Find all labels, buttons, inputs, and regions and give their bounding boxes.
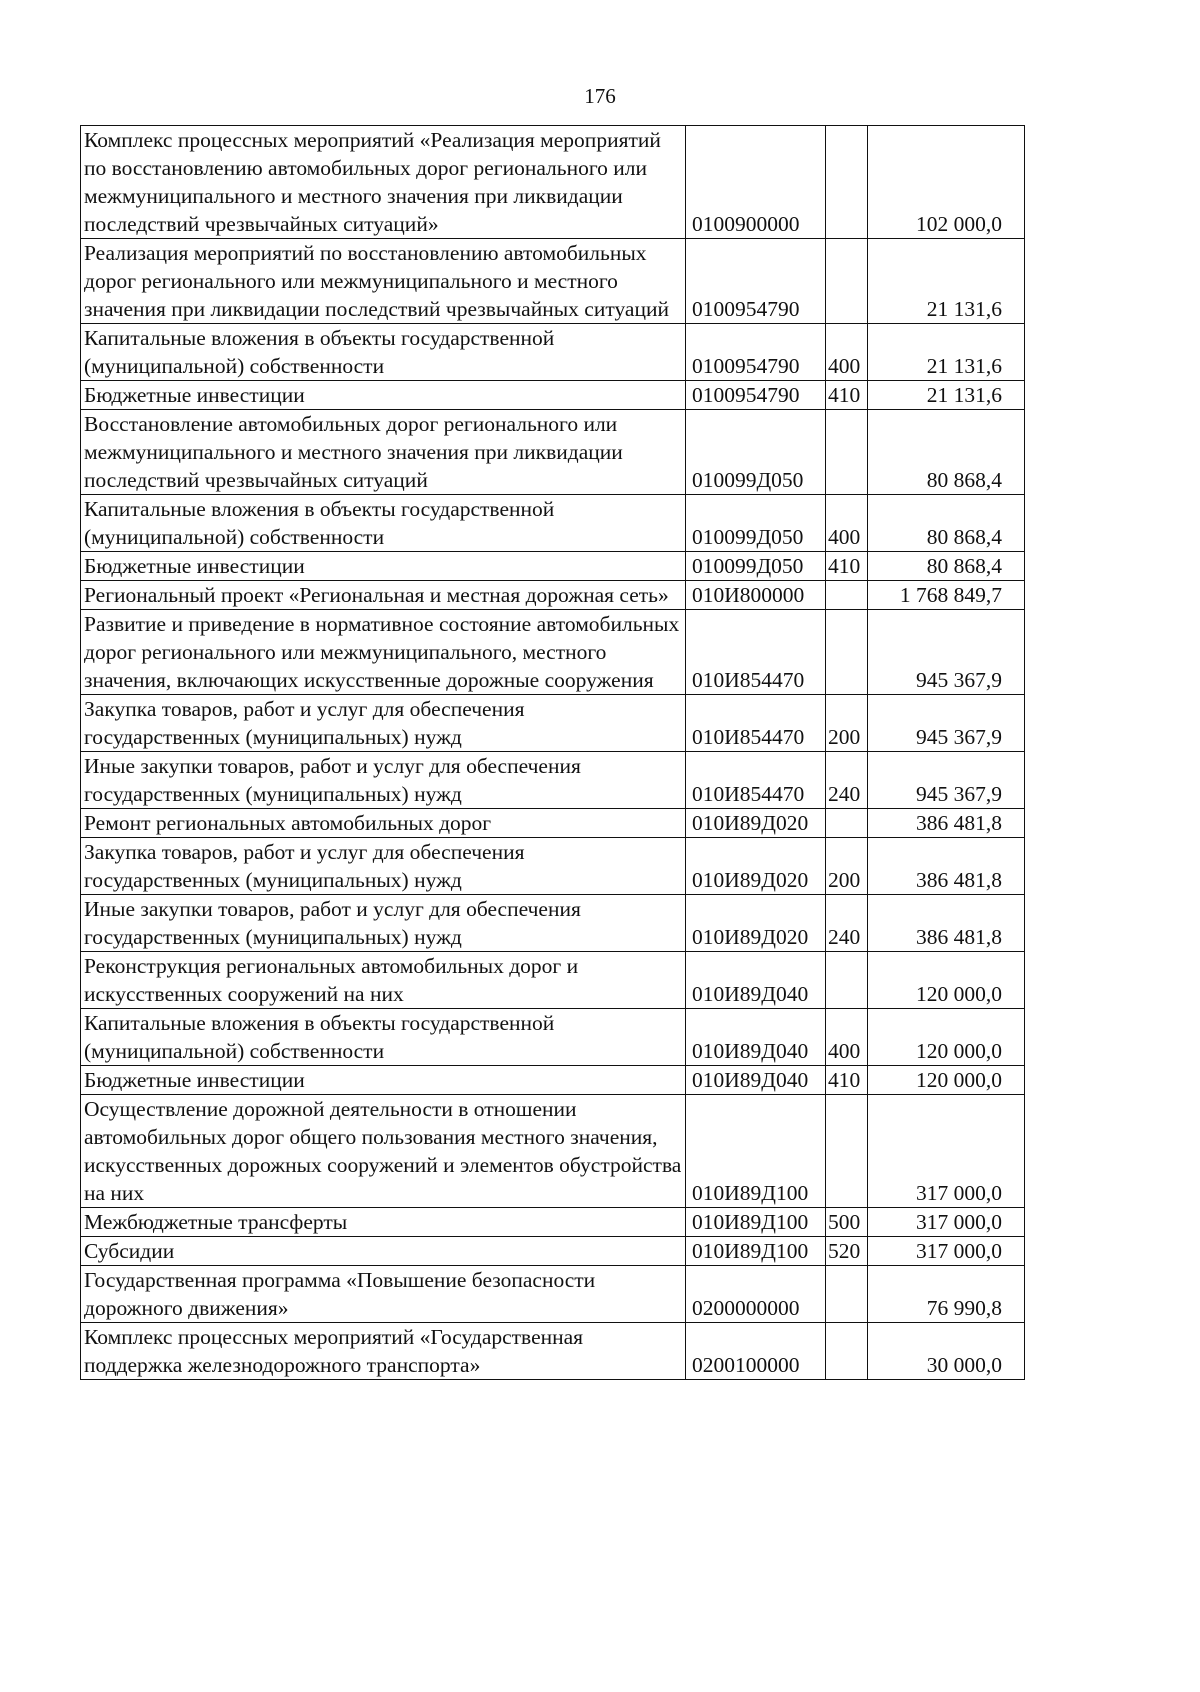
expense-type bbox=[826, 126, 868, 239]
expense-type: 410 bbox=[826, 552, 868, 581]
amount: 80 868,4 bbox=[868, 410, 1025, 495]
expense-type: 500 bbox=[826, 1208, 868, 1237]
amount: 317 000,0 bbox=[868, 1237, 1025, 1266]
table-row bbox=[81, 1237, 1025, 1266]
amount: 317 000,0 bbox=[868, 1095, 1025, 1208]
target-code: 0100900000 bbox=[686, 126, 826, 239]
target-code: 010И854470 bbox=[686, 752, 826, 809]
expense-type: 240 bbox=[826, 752, 868, 809]
item-name: Закупка товаров, работ и услуг для обеспечения государственных (муниципальных) нужд bbox=[81, 838, 686, 895]
amount: 80 868,4 bbox=[868, 552, 1025, 581]
table-row bbox=[81, 895, 1025, 952]
target-code: 010И800000 bbox=[686, 581, 826, 610]
amount: 120 000,0 bbox=[868, 1066, 1025, 1095]
target-code: 010И854470 bbox=[686, 695, 826, 752]
expense-type bbox=[826, 952, 868, 1009]
amount: 317 000,0 bbox=[868, 1208, 1025, 1237]
amount: 120 000,0 bbox=[868, 1009, 1025, 1066]
table-row bbox=[81, 752, 1025, 809]
target-code: 010И89Д040 bbox=[686, 952, 826, 1009]
amount: 386 481,8 bbox=[868, 838, 1025, 895]
amount: 76 990,8 bbox=[868, 1266, 1025, 1323]
target-code: 0200000000 bbox=[686, 1266, 826, 1323]
expense-type bbox=[826, 1095, 868, 1208]
amount: 945 367,9 bbox=[868, 610, 1025, 695]
target-code: 010099Д050 bbox=[686, 495, 826, 552]
expense-type bbox=[826, 410, 868, 495]
expense-type bbox=[826, 1266, 868, 1323]
expense-type: 240 bbox=[826, 895, 868, 952]
item-name: Региональный проект «Региональная и местная дорожная сеть» bbox=[81, 581, 686, 610]
amount: 945 367,9 bbox=[868, 695, 1025, 752]
item-name: Развитие и приведение в нормативное состояние автомобильных дорог регионального или межмуниципального, местного значения, включающих искусственные дорожные сооружения bbox=[81, 610, 686, 695]
table-row bbox=[81, 581, 1025, 610]
table-row bbox=[81, 381, 1025, 410]
page-number: 176 bbox=[584, 84, 616, 108]
table-row bbox=[81, 610, 1025, 695]
item-name: Субсидии bbox=[81, 1237, 686, 1266]
item-name: Межбюджетные трансферты bbox=[81, 1208, 686, 1237]
target-code: 010И89Д020 bbox=[686, 895, 826, 952]
amount: 945 367,9 bbox=[868, 752, 1025, 809]
target-code: 010И89Д040 bbox=[686, 1009, 826, 1066]
target-code: 010И89Д040 bbox=[686, 1066, 826, 1095]
item-name: Осуществление дорожной деятельности в отношении автомобильных дорог общего пользования местного значения, искусственных дорожных сооружений и элементов обустройства на них bbox=[81, 1095, 686, 1208]
target-code: 010099Д050 bbox=[686, 552, 826, 581]
item-name: Реализация мероприятий по восстановлению автомобильных дорог регионального или межмуниципального и местного значения при ликвидации последствий чрезвычайных ситуаций bbox=[81, 239, 686, 324]
item-name: Бюджетные инвестиции bbox=[81, 381, 686, 410]
item-name: Закупка товаров, работ и услуг для обеспечения государственных (муниципальных) нужд bbox=[81, 695, 686, 752]
target-code: 010И89Д020 bbox=[686, 809, 826, 838]
item-name: Реконструкция региональных автомобильных дорог и искусственных сооружений на них bbox=[81, 952, 686, 1009]
table-row bbox=[81, 552, 1025, 581]
table-row bbox=[81, 126, 1025, 239]
expense-type: 200 bbox=[826, 838, 868, 895]
table-row bbox=[81, 324, 1025, 381]
target-code: 010И89Д100 bbox=[686, 1208, 826, 1237]
table-row bbox=[81, 809, 1025, 838]
item-name: Иные закупки товаров, работ и услуг для обеспечения государственных (муниципальных) нужд bbox=[81, 895, 686, 952]
amount: 102 000,0 bbox=[868, 126, 1025, 239]
expense-type: 520 bbox=[826, 1237, 868, 1266]
table-row bbox=[81, 1208, 1025, 1237]
target-code: 0100954790 bbox=[686, 324, 826, 381]
expense-type: 400 bbox=[826, 324, 868, 381]
item-name: Капитальные вложения в объекты государственной (муниципальной) собственности bbox=[81, 495, 686, 552]
item-name: Капитальные вложения в объекты государственной (муниципальной) собственности bbox=[81, 1009, 686, 1066]
table-row bbox=[81, 495, 1025, 552]
item-name: Бюджетные инвестиции bbox=[81, 552, 686, 581]
target-code: 0100954790 bbox=[686, 381, 826, 410]
item-name: Комплекс процессных мероприятий «Государственная поддержка железнодорожного транспорта» bbox=[81, 1323, 686, 1380]
expense-type bbox=[826, 1323, 868, 1380]
item-name: Ремонт региональных автомобильных дорог bbox=[81, 809, 686, 838]
table-row bbox=[81, 1009, 1025, 1066]
amount: 30 000,0 bbox=[868, 1323, 1025, 1380]
table-row bbox=[81, 1066, 1025, 1095]
expense-type bbox=[826, 581, 868, 610]
table-row bbox=[81, 1095, 1025, 1208]
expense-type bbox=[826, 239, 868, 324]
expense-type: 410 bbox=[826, 381, 868, 410]
table-row bbox=[81, 1323, 1025, 1380]
budget-table bbox=[80, 125, 1025, 1380]
expense-type: 400 bbox=[826, 495, 868, 552]
table-row bbox=[81, 410, 1025, 495]
amount: 386 481,8 bbox=[868, 895, 1025, 952]
item-name: Государственная программа «Повышение безопасности дорожного движения» bbox=[81, 1266, 686, 1323]
expense-type bbox=[826, 610, 868, 695]
amount: 21 131,6 bbox=[868, 381, 1025, 410]
item-name: Комплекс процессных мероприятий «Реализация мероприятий по восстановлению автомобильных дорог регионального или межмуниципального и местного значения при ликвидации последствий чрезвычайных ситуаций» bbox=[81, 126, 686, 239]
target-code: 0100954790 bbox=[686, 239, 826, 324]
table-row bbox=[81, 695, 1025, 752]
target-code: 010И89Д100 bbox=[686, 1237, 826, 1266]
item-name: Восстановление автомобильных дорог регионального или межмуниципального и местного значения при ликвидации последствий чрезвычайных ситуаций bbox=[81, 410, 686, 495]
amount: 386 481,8 bbox=[868, 809, 1025, 838]
target-code: 0200100000 bbox=[686, 1323, 826, 1380]
target-code: 010099Д050 bbox=[686, 410, 826, 495]
expense-type bbox=[826, 809, 868, 838]
table-row bbox=[81, 1266, 1025, 1323]
amount: 21 131,6 bbox=[868, 324, 1025, 381]
amount: 80 868,4 bbox=[868, 495, 1025, 552]
table-row bbox=[81, 838, 1025, 895]
item-name: Иные закупки товаров, работ и услуг для обеспечения государственных (муниципальных) нужд bbox=[81, 752, 686, 809]
amount: 1 768 849,7 bbox=[868, 581, 1025, 610]
target-code: 010И854470 bbox=[686, 610, 826, 695]
expense-type: 400 bbox=[826, 1009, 868, 1066]
table-row bbox=[81, 239, 1025, 324]
amount: 120 000,0 bbox=[868, 952, 1025, 1009]
item-name: Капитальные вложения в объекты государственной (муниципальной) собственности bbox=[81, 324, 686, 381]
expense-type: 410 bbox=[826, 1066, 868, 1095]
item-name: Бюджетные инвестиции bbox=[81, 1066, 686, 1095]
expense-type: 200 bbox=[826, 695, 868, 752]
target-code: 010И89Д100 bbox=[686, 1095, 826, 1208]
table-row bbox=[81, 952, 1025, 1009]
amount: 21 131,6 bbox=[868, 239, 1025, 324]
target-code: 010И89Д020 bbox=[686, 838, 826, 895]
